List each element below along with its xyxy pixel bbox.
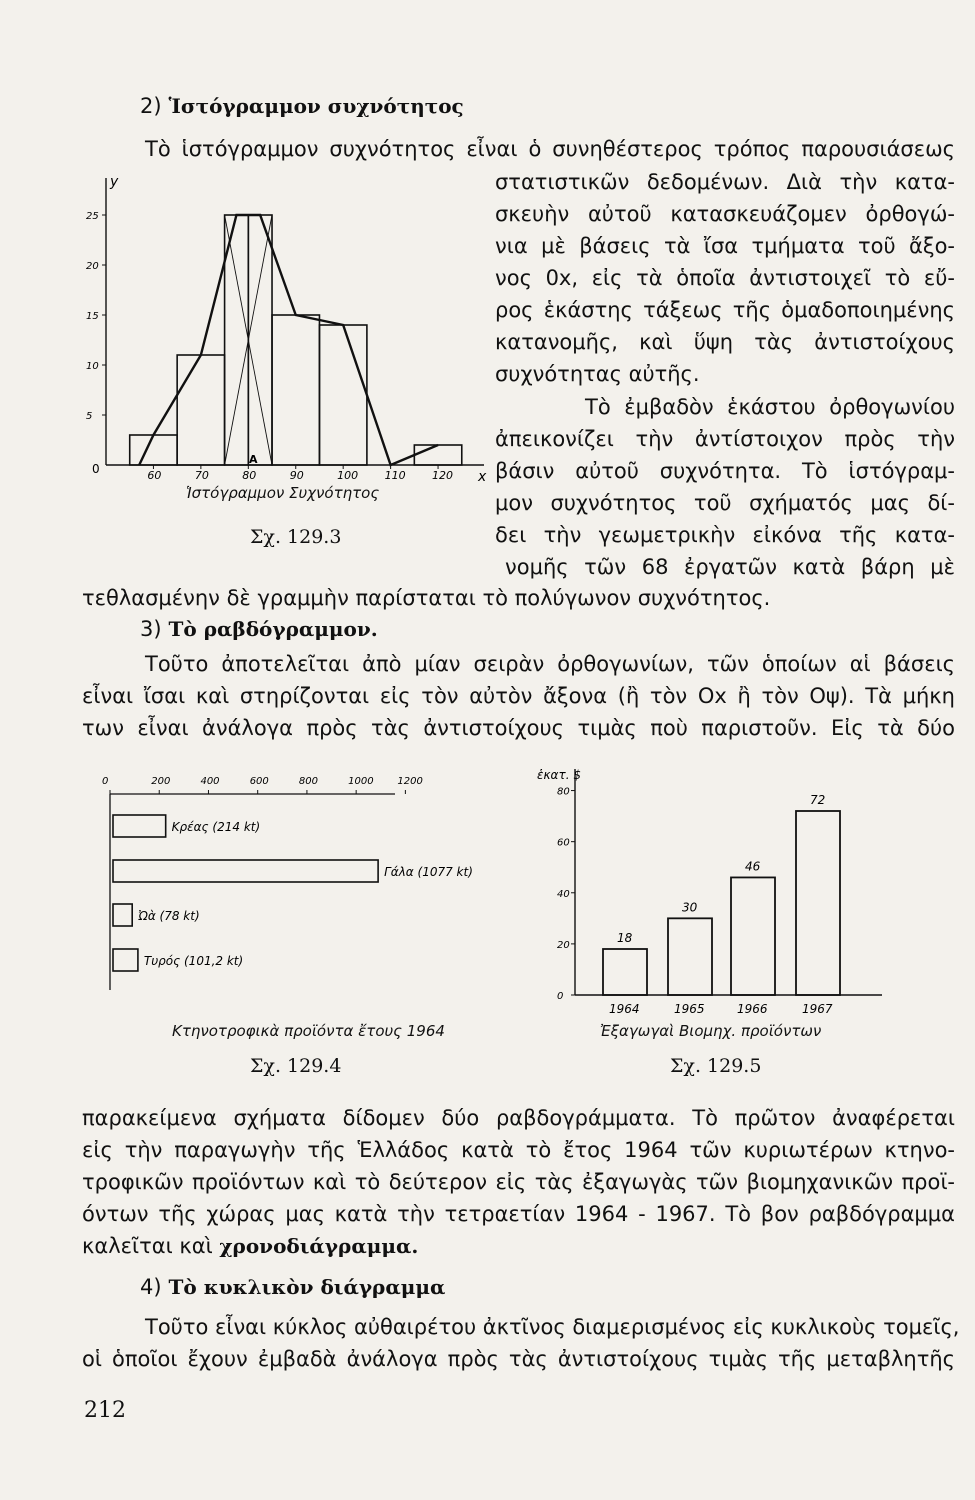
- fig1293-title: Ἱστόγραμμον Συχνότητος: [186, 484, 380, 502]
- chronodiagram-term: χρονοδιάγραμμα.: [219, 1234, 419, 1258]
- s3c-line-3: τροφικῶν προϊόντων καὶ τὸ δεύτερον εἰς τὰς ἐξαγωγὰς τῶν βιομηχανικῶν προϊ-: [82, 1170, 955, 1194]
- histogram-bar: [272, 315, 319, 465]
- vbar-category: 1964: [609, 1002, 640, 1016]
- vbar-bar: [603, 949, 647, 995]
- s2-line-13: δει τὴν γεωμετρικὴν εἰκόνα τῆς κατα-: [495, 523, 955, 547]
- vbar-value: 18: [617, 931, 633, 945]
- section-4-heading: [140, 1273, 445, 1301]
- fig1294-caption: Σχ. 129.4: [250, 1055, 342, 1077]
- hbar-bar: [113, 860, 378, 882]
- y-axis-label: y: [110, 174, 119, 190]
- vbar-labels: [537, 768, 833, 1016]
- s2-line-8: συχνότητας αὐτῆς.: [495, 362, 700, 386]
- s3-line-1: Τοῦτο ἀποτελεῖται ἀπὸ μίαν σειρὰν ὀρθογωνίων, τῶν ὁποίων αἱ βάσεις: [145, 652, 955, 676]
- x-tick-label: 800: [298, 776, 319, 787]
- vbar-axes: [571, 769, 882, 995]
- x-tick-label: 400: [200, 776, 220, 787]
- hbar-bar: [113, 949, 138, 971]
- s2-line-6: ρος ἑκάστης τάξεως τῆς ὁμαδοποιημένης: [495, 298, 955, 322]
- section-2-title: Ἱστόγραμμον συχνότητος: [168, 94, 464, 118]
- livestock-bar-chart: [100, 768, 500, 1008]
- s3c-line-1: παρακείμενα σχήματα δίδομεν δύο ραβδογράμματα. Τὸ πρῶτον ἀναφέρεται: [82, 1106, 955, 1130]
- histogram-chart: [80, 170, 500, 510]
- s2-line-10: ἀπεικονίζει τὴν ἀντίστοιχον πρὸς τὴν: [495, 427, 955, 451]
- y-tick-label: 5: [86, 411, 93, 422]
- s3c-line-5-text: καλεῖται καὶ: [82, 1234, 213, 1258]
- s2-line-9: Τὸ ἐμβαδὸν ἑκάστου ὀρθογωνίου: [585, 395, 955, 419]
- y-tick-label: 0: [557, 991, 564, 1002]
- s2-line-14: νομῆς τῶν 68 ἐργατῶν κατὰ βάρη μὲ: [505, 555, 955, 579]
- s4-line-2: οἱ ὁποῖοι ἔχουν ἐμβαδὰ ἀνάλογα πρὸς τὰς ἀντιστοίχους τιμὰς τῆς μεταβλητῆς: [82, 1347, 955, 1371]
- section-2-heading: [140, 92, 464, 120]
- s2-line-3: σκευὴν αὐτοῦ κατασκευάζομεν ὀρθογώ-: [495, 202, 955, 226]
- s2-line-1: Τὸ ἱστόγραμμον συχνότητος εἶναι ὁ συνηθέστερος τρόπος παρουσιάσεως: [145, 137, 955, 161]
- fig1295-caption: Σχ. 129.5: [670, 1055, 762, 1077]
- s3c-line-2: εἰς τὴν παραγωγὴν τῆς Ἑλλάδος κατὰ τὸ ἔτος 1964 τῶν κυριωτέρων κτηνο-: [82, 1138, 955, 1162]
- frequency-polygon-line: [139, 215, 438, 465]
- vbar-category: 1965: [674, 1002, 705, 1016]
- y-tick-label: 20: [86, 261, 99, 272]
- s2-line-11: βάσιν αὐτοῦ συχνότητα. Τὸ ἱστόγραμ-: [495, 459, 955, 483]
- histogram-bar: [130, 435, 177, 465]
- page-number: 212: [84, 1398, 126, 1423]
- hbar-label: Κρέας (214 kt): [171, 820, 261, 834]
- x-tick-label: 120: [432, 469, 454, 482]
- section-3-title: Τὸ ραβδόγραμμον.: [168, 617, 378, 641]
- hbar-bar: [113, 815, 166, 837]
- vbar-bar: [796, 811, 840, 995]
- y-tick-label: 60: [557, 837, 570, 849]
- histogram-bars: [130, 215, 462, 465]
- x-tick-label: 1200: [397, 776, 423, 787]
- section-2-number: 2): [140, 94, 162, 118]
- y-tick-label: 80: [557, 786, 570, 798]
- y-unit-label: ἑκατ. $: [537, 768, 581, 782]
- vbar-category: 1967: [802, 1002, 833, 1016]
- x-tick-label: 0: [102, 776, 109, 787]
- histogram-labels: [86, 174, 487, 485]
- y-tick-label: 25: [86, 211, 99, 222]
- s3-line-2: εἶναι ἴσαι καὶ στηρίζονται εἰς τὸν αὐτὸν ἄξονα (ἢ τὸν Ox ἢ τὸν Oψ). Τὰ μήκη: [82, 684, 955, 708]
- y-tick-label: 20: [557, 939, 570, 951]
- histogram-bar: [248, 215, 272, 465]
- vbar-value: 46: [745, 859, 761, 874]
- s3c-line-5: [82, 1232, 418, 1260]
- s2-line-7: κατανομῆς, καὶ ὕψη τὰς ἀντιστοίχους: [495, 330, 955, 354]
- vbar-value: 30: [682, 900, 698, 915]
- hbar-label: Ὠὰ (78 kt): [138, 909, 200, 923]
- x-axis-label: x: [478, 469, 487, 485]
- x-tick-label: 100: [337, 469, 359, 482]
- x-tick-label: 1000: [348, 776, 374, 787]
- hbar-label: Γάλα (1077 kt): [384, 865, 473, 879]
- section-3-heading: [140, 615, 378, 643]
- x-tick-label: 80: [242, 469, 257, 482]
- x-tick-label: 600: [249, 776, 269, 787]
- hbar-bar: [113, 904, 132, 926]
- s2-line-12: μον συχνότητος τοῦ σχήματός μας δί-: [495, 491, 955, 515]
- s2-line-5: νος 0x, εἰς τὰ ὁποῖα ἀντιστοιχεῖ τὸ εὔ-: [495, 266, 955, 290]
- section-3-number: 3): [140, 617, 162, 641]
- hbar-bars: [113, 815, 378, 971]
- vbar-bar: [731, 877, 775, 995]
- vbar-category: 1966: [737, 1002, 768, 1016]
- vbar-value: 72: [810, 793, 826, 807]
- s4-line-1: Τοῦτο εἶναι κύκλος αὐθαιρέτου ἀκτῖνος διαμερισμένος εἰς κυκλικοὺς τομεῖς,: [145, 1315, 960, 1339]
- vbar-bar: [668, 918, 712, 995]
- marker-label: A: [249, 453, 258, 466]
- fig1293-caption: Σχ. 129.3: [250, 526, 342, 548]
- y-tick-label: 15: [86, 311, 99, 322]
- histogram-bar: [319, 325, 366, 465]
- section-4-title: Τὸ κυκλικὸν διάγραμμα: [168, 1275, 446, 1299]
- s2-line-2: στατιστικῶν δεδομένων. Διὰ τὴν κατα-: [495, 170, 955, 194]
- section-4-number: 4): [140, 1275, 162, 1299]
- x-tick-label: 200: [151, 776, 171, 787]
- x-tick-label: 90: [289, 469, 304, 482]
- frequency-polygon: [139, 215, 438, 465]
- fig1294-title: Κτηνοτροφικὰ προϊόντα ἔτους 1964: [172, 1022, 445, 1040]
- vbar-bars: [603, 811, 840, 995]
- origin-label: 0: [92, 462, 100, 476]
- histogram-bar: [414, 445, 461, 465]
- s2-line-15: τεθλασμένην δὲ γραμμὴν παρίσταται τὸ πολύγωνον συχνότητος.: [82, 586, 771, 610]
- s3c-line-4: όντων τῆς χώρας μας κατὰ τὴν τετραετίαν 1964 - 1967. Τὸ βον ραβδόγραμμα: [82, 1202, 955, 1226]
- exports-bar-chart: [520, 755, 900, 1025]
- x-tick-label: 60: [147, 469, 162, 482]
- hbar-label: Τυρός (101,2 kt): [143, 954, 244, 968]
- hbar-labels: [102, 776, 473, 968]
- y-tick-label: 40: [557, 888, 570, 900]
- s2-line-4: νια μὲ βάσεις τὰ ἴσα τμήματα τοῦ ἄξο-: [495, 234, 955, 258]
- y-tick-label: 10: [86, 361, 99, 372]
- s3-line-3: των εἶναι ἀνάλογα πρὸς τὰς ἀντιστοίχους τιμὰς ποὺ παριστοῦν. Εἰς τὰ δύο: [82, 716, 955, 740]
- fig1295-title: Ἐξαγωγαὶ Βιομηχ. προϊόντων: [600, 1022, 822, 1040]
- x-tick-label: 70: [194, 469, 209, 482]
- histogram-bar: [177, 355, 224, 465]
- x-tick-label: 110: [384, 469, 406, 482]
